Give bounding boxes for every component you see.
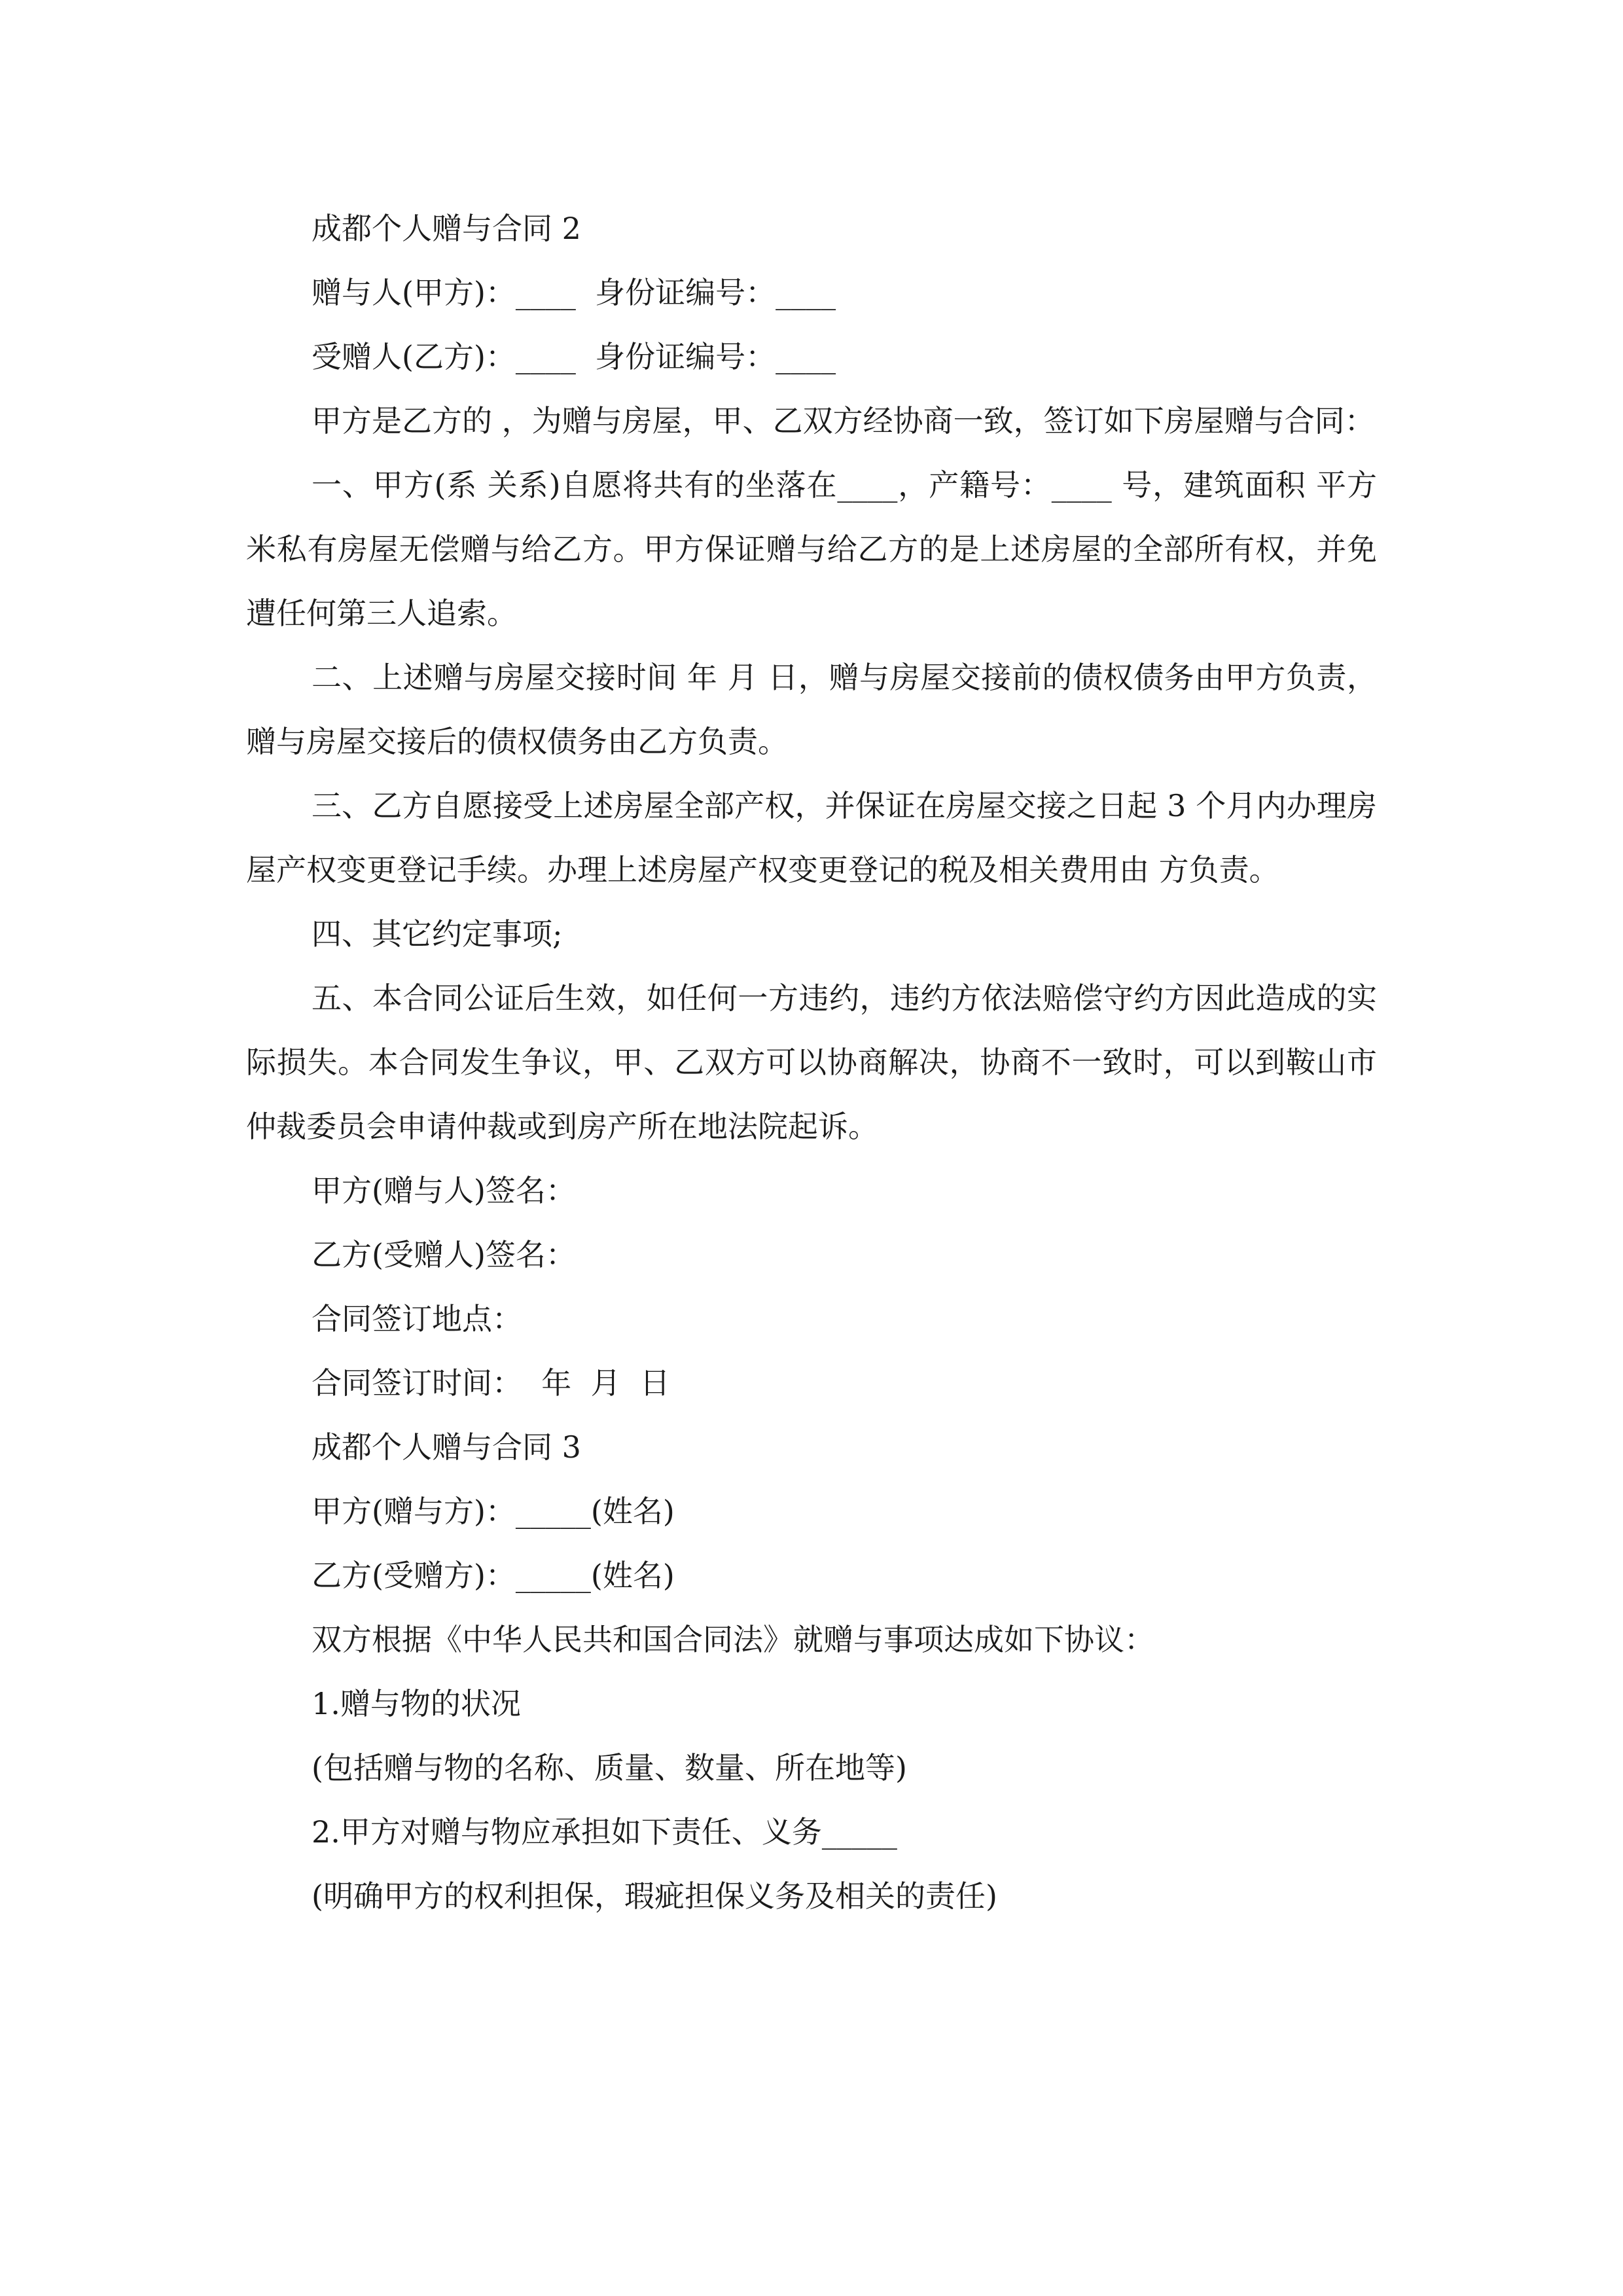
clause-5: 五、本合同公证后生效，如任何一方违约，违约方依法赔偿守约方因此造成的实际损失。本合同发生争议，甲、乙双方可以协商解决，协商不一致时，可以到鞍山市仲裁委员会申请仲裁或到房产所在地法院起诉。 [246,980,1377,1144]
party-b-line: 乙方(受赠方)：_____(姓名) [312,1558,675,1593]
signing-time: 合同签订时间： 年 月 日 [312,1365,670,1401]
item-1: 1.赠与物的状况 [312,1686,521,1721]
contract2-intro: 甲方是乙方的 ，为赠与房屋，甲、乙双方经协商一致，签订如下房屋赠与合同： [312,403,1375,439]
signature-party-a: 甲方(赠与人)签名： [312,1173,576,1208]
document-body [246,196,1377,1928]
contract2-title: 成都个人赠与合同 2 [312,211,581,246]
clause-3: 三、乙方自愿接受上述房屋全部产权，并保证在房屋交接之日起 3 个月内办理房屋产权变更登记手续。办理上述房屋产权变更登记的税及相关费用由 方负责。 [246,788,1377,888]
donee-line: 受赠人(乙方)：____ 身份证编号：____ [312,339,836,374]
clause-1: 一、甲方(系 关系)自愿将共有的坐落在____，产籍号：____ 号，建筑面积 平方米私有房屋无偿赠与给乙方。甲方保证赠与给乙方的是上述房屋的全部所有权，并免遭任何第三人追索。 [246,467,1377,631]
contract3-intro: 双方根据《中华人民共和国合同法》就赠与事项达成如下协议： [312,1622,1154,1657]
item-2: 2.甲方对赠与物应承担如下责任、义务_____ [312,1814,897,1850]
party-a-line: 甲方(赠与方)：_____(姓名) [312,1494,675,1529]
donor-line: 赠与人(甲方)：____ 身份证编号：____ [312,275,836,310]
signature-party-b: 乙方(受赠人)签名： [312,1237,576,1272]
contract3-title: 成都个人赠与合同 3 [312,1429,581,1465]
item-2-note: (明确甲方的权利担保，瑕疵担保义务及相关的责任) [312,1878,997,1914]
clause-4: 四、其它约定事项; [312,916,563,952]
clause-2: 二、上述赠与房屋交接时间 年 月 日，赠与房屋交接前的债权债务由甲方负责，赠与房屋交接后的债权债务由乙方负责。 [246,660,1377,759]
item-1-note: (包括赠与物的名称、质量、数量、所在地等) [312,1750,907,1785]
signing-place: 合同签订地点： [312,1301,522,1336]
